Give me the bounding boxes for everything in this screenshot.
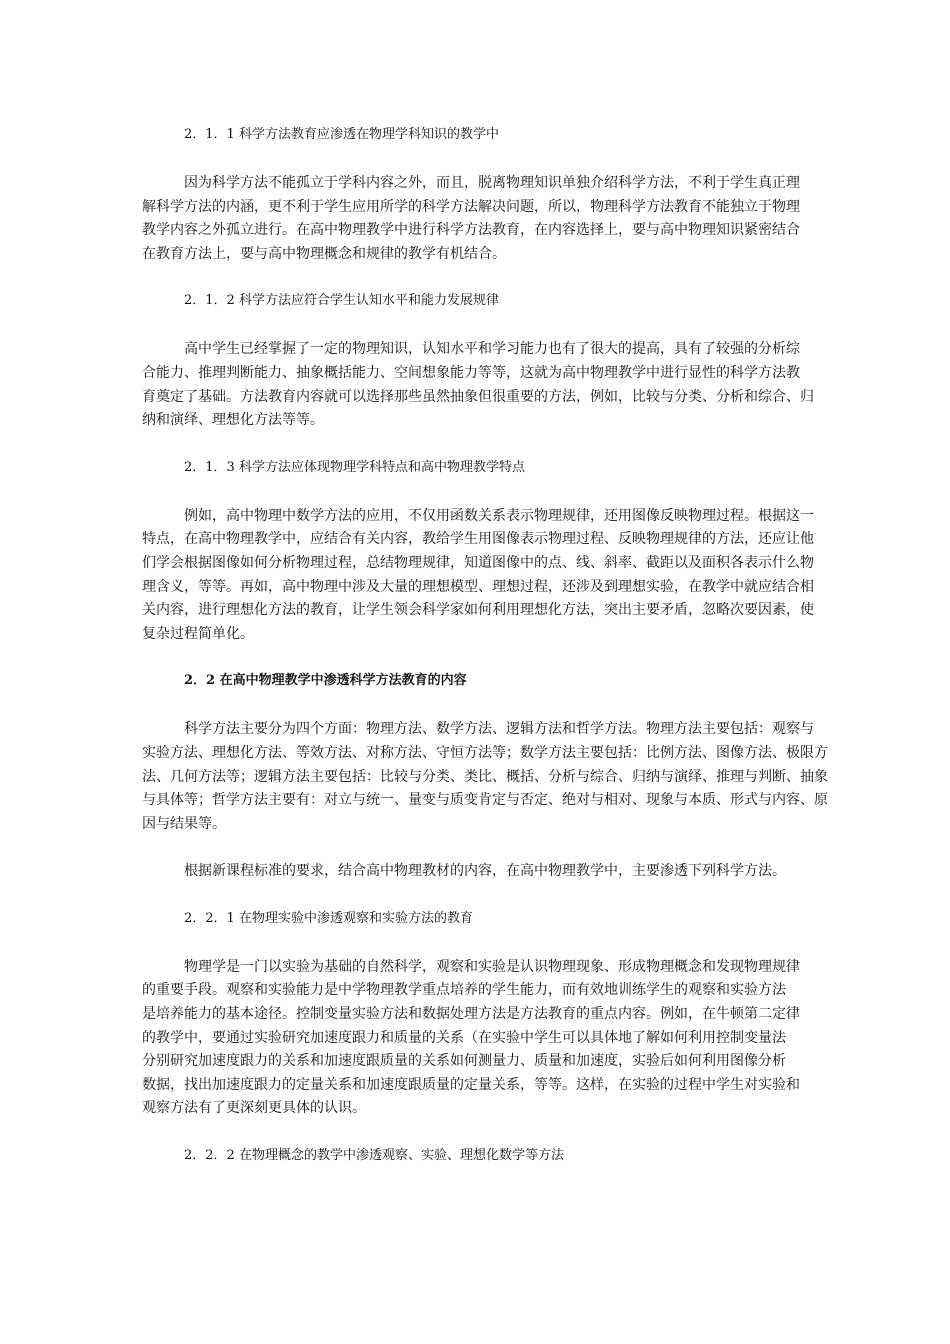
paragraph-line: 与具体等；哲学方法主要有：对立与统一、量变与质变肯定与否定、绝对与相对、现象与本质、形式与内容、原	[142, 792, 828, 809]
paragraph-line: 教学内容之外孤立进行。在高中物理教学中进行科学方法教育，在内容选择上，要与高中物理知识紧密结合	[142, 222, 800, 239]
paragraph-line: 在教育方法上，要与高中物理概念和规律的教学有机结合。	[142, 245, 506, 262]
paragraph-3	[142, 505, 814, 647]
section-heading-2-2-2: 2．2．2 在物理概念的教学中渗透观察、实验、理想化数学等方法	[184, 1148, 564, 1164]
paragraph-1	[142, 172, 809, 266]
paragraph-line: 们学会根据图像如何分析物理过程，总结物理规律，知道图像中的点、线、斜率、截距以及面积各表示什么物	[142, 554, 814, 571]
paragraph-line: 分别研究加速度跟力的关系和加速度跟质量的关系如何测量力、质量和加速度，实验后如何利用图像分析	[142, 1053, 786, 1070]
paragraph-line: 纳和演绎、理想化方法等等。	[142, 412, 324, 429]
paragraph-line: 实验方法、理想化方法、等效方法、对称方法、守恒方法等；数学方法主要包括：比例方法、图像方法、极限方	[142, 744, 828, 761]
paragraph-line: 数据，找出加速度跟力的定量关系和加速度跟质量的定量关系，等等。这样，在实验的过程中学生对实验和	[142, 1076, 800, 1093]
paragraph-line: 根据新课程标准的要求，结合高中物理教材的内容，在高中物理教学中，主要渗透下列科学方法。	[184, 863, 786, 880]
paragraph-line: 解科学方法的内涵，更不利于学生应用所学的科学方法解决问题，所以，物理科学方法教育不能独立于物理	[142, 198, 800, 215]
paragraph-line: 的教学中，要通过实验研究加速度跟力和质量的关系（在实验中学生可以具体地了解如何利用控制变量法	[142, 1029, 786, 1046]
paragraph-line: 物理学是一门以实验为基础的自然科学，观察和实验是认识物理现象、形成物理概念和发现物理规律	[184, 958, 800, 975]
paragraph-4	[142, 718, 828, 836]
paragraph-line: 因为科学方法不能孤立于学科内容之外，而且，脱离物理知识单独介绍科学方法，不利于学生真正理	[184, 175, 800, 191]
paragraph-line: 观察方法有了更深刻更具体的认识。	[142, 1100, 366, 1117]
paragraph-5	[142, 860, 809, 884]
paragraph-line: 法、几何方法等；逻辑方法主要包括：比较与分类、类比、概括、分析与综合、归纳与演绎、推理与判断、抽象	[142, 768, 828, 785]
paragraph-line: 因与结果等。	[142, 815, 226, 832]
paragraph-2	[142, 338, 814, 432]
document-page	[142, 124, 828, 1167]
section-heading-2-2-1: 2．2．1 在物理实验中渗透观察和实验方法的教育	[184, 910, 473, 926]
paragraph-line: 高中学生已经掌握了一定的物理知识，认知水平和学习能力也有了很大的提高，具有了较强的分析综	[184, 341, 800, 358]
section-heading-2-1-1: 2．1．1 科学方法教育应渗透在物理学科知识的教学中	[184, 127, 499, 142]
paragraph-line: 关内容，进行理想化方法的教育，让学生领会科学家如何利用理想化方法，突出主要矛盾，忽略次要因素，使	[142, 602, 814, 619]
paragraph-6	[142, 956, 809, 1121]
section-heading-2-1-2: 2．1．2 科学方法应符合学生认知水平和能力发展规律	[184, 293, 499, 309]
paragraph-line: 科学方法主要分为四个方面：物理方法、数学方法、逻辑方法和哲学方法。物理方法主要包括：观察与	[184, 721, 814, 738]
paragraph-line: 合能力、推理判断能力、抽象概括能力、空间想象能力等等，这就为高中物理教学中进行显性的科学方法教	[142, 364, 800, 381]
paragraph-line: 的重要手段。观察和实验能力是中学物理教学重点培养的学生能力，而有效地训练学生的观察和实验方法	[142, 982, 786, 999]
section-heading-2-1-3: 2．1．3 科学方法应体现物理学科特点和高中物理教学特点	[184, 459, 525, 475]
paragraph-line: 例如，高中物理中数学方法的应用，不仅用函数关系表示物理规律，还用图像反映物理过程。根据这一	[184, 507, 814, 524]
paragraph-line: 育奠定了基础。方法教育内容就可以选择那些虽然抽象但很重要的方法，例如，比较与分类、分析和综合、归	[142, 388, 814, 405]
paragraph-line: 是培养能力的基本途径。控制变量实验方法和数据处理方法是方法教育的重点内容。例如，在牛顿第二定律	[142, 1006, 800, 1023]
paragraph-line: 复杂过程简单化。	[142, 625, 254, 642]
paragraph-line: 理含义，等等。再如，高中物理中涉及大量的理想模型、理想过程，还涉及到理想实验，在教学中就应结合相	[142, 578, 814, 595]
section-heading-2-2: 2．2 在高中物理教学中渗透科学方法教育的内容	[184, 673, 467, 689]
paragraph-line: 特点，在高中物理教学中，应结合有关内容，教给学生用图像表示物理过程、反映物理规律的方法，还应让他	[142, 531, 814, 548]
